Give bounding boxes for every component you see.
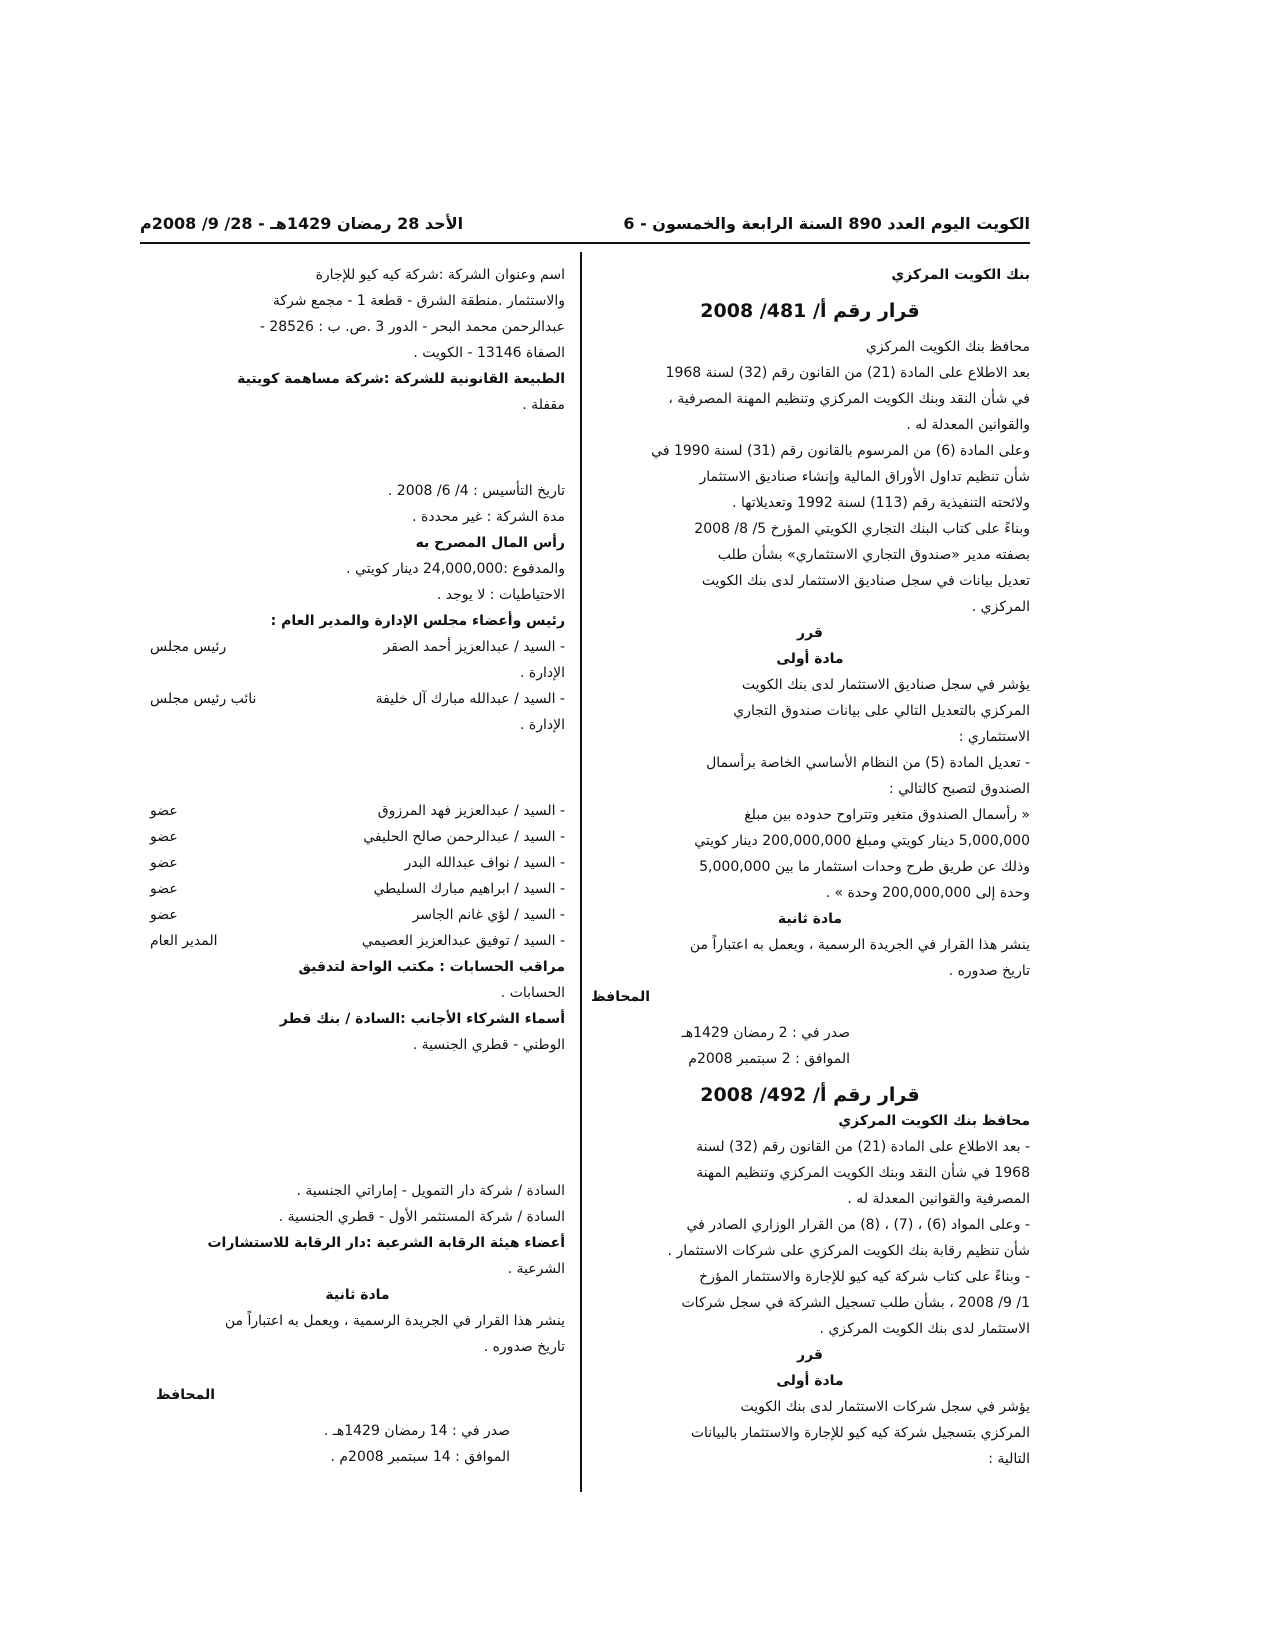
article-line: ينشر هذا القرار في الجريدة الرسمية ، ويعمل به اعتباراً من: [224, 1313, 565, 1329]
foreign-partners-line: الوطني - قطري الجنسية .: [412, 1037, 565, 1053]
preamble-line: 1/ 9/ 2008 ، بشأن طلب تسجيل الشركة في سجل شركات: [681, 1295, 1030, 1311]
article-line: المركزي بتسجيل شركة كيه كيو للإجارة والاستثمار بالبيانات: [690, 1425, 1030, 1441]
member-name: - السيد / نواف عبدالله البدر: [404, 855, 565, 871]
article-line: 5,000,000 دينار كويتي ومبلغ 200,000,000 دينار كويتي: [694, 833, 1030, 849]
legal-nature: [150, 366, 565, 418]
chairman-row: [150, 634, 565, 660]
article-2-heading: مادة ثانية: [325, 1287, 390, 1303]
article-line: « رأسمال الصندوق متغير وتتراوح حدوده بين مبلغ: [744, 807, 1030, 823]
article-2-text: [150, 1308, 565, 1360]
preamble-line: بعد الاطلاع على المادة (21) من القانون رقم (32) لسنة 1968: [665, 365, 1030, 381]
decided-heading: قرر: [797, 1347, 823, 1363]
governor-signature: المحافظ: [591, 989, 650, 1005]
vice-chairman-role-cont: الإدارة .: [520, 717, 565, 733]
board-member-row: [150, 928, 565, 954]
sharia-line: الشرعية .: [507, 1261, 565, 1277]
article-line: الاستثماري :: [958, 729, 1030, 745]
issued-date: صدر في : 2 رمضان 1429هـ: [681, 1025, 850, 1041]
decided-heading: قرر: [797, 625, 823, 641]
member-role: عضو: [150, 803, 178, 819]
board-members-list: [150, 798, 565, 954]
decision-481-governor: محافظ بنك الكويت المركزي: [865, 339, 1030, 355]
vice-chairman-role: نائب رئيس مجلس: [150, 691, 257, 707]
preamble-line: والقوانين المعدلة له .: [906, 417, 1030, 433]
governor-signature: المحافظ: [156, 1387, 215, 1403]
article-line: ينشر هذا القرار في الجريدة الرسمية ، ويعمل به اعتباراً من: [689, 937, 1030, 953]
article-1-heading: مادة أولى: [776, 651, 844, 667]
foreign-partners: [150, 1006, 565, 1058]
member-role: المدير العام: [150, 933, 218, 949]
member-role: عضو: [150, 881, 178, 897]
article-line: وحدة إلى 200,000,000 وحدة » .: [825, 885, 1030, 901]
board-member-row: [150, 876, 565, 902]
preamble-line: المصرفية والقوانين المعدلة له .: [847, 1191, 1030, 1207]
decision-492-governor: محافظ بنك الكويت المركزي: [838, 1113, 1030, 1129]
preamble-line: شأن تنظيم رقابة بنك الكويت المركزي على شركات الاستثمار .: [667, 1243, 1030, 1259]
member-name: - السيد / توفيق عبدالعزيز العصيمي: [361, 933, 565, 949]
auditor-line: مراقب الحسابات : مكتب الواحة لتدقيق: [298, 959, 565, 975]
article-2-heading: مادة ثانية: [777, 911, 843, 927]
chairman-role: رئيس مجلس: [150, 639, 227, 655]
vice-chairman-row: [150, 686, 565, 712]
preamble-line: - وعلى المواد (6) ، (7) ، (8) من القرار الوزاري الصادر في: [686, 1217, 1030, 1233]
chairman-role-cont: الإدارة .: [520, 665, 565, 681]
paid-capital: والمدفوع :24,000,000 دينار كويتي .: [346, 561, 565, 577]
board-member-row: [150, 902, 565, 928]
member-name: - السيد / عبدالرحمن صالح الحليفي: [363, 829, 565, 845]
article-line: الصندوق لتصبح كالتالي :: [888, 781, 1030, 797]
member-name: - السيد / عبدالعزيز فهد المرزوق: [377, 803, 565, 819]
preamble-line: شأن تنظيم تداول الأوراق المالية وإنشاء صناديق الاستثمار: [699, 469, 1030, 485]
member-role: عضو: [150, 907, 178, 923]
decision-492-title: قرار رقم أ/ 492/ 2008: [700, 1084, 920, 1106]
article-line: يؤشر في سجل شركات الاستثمار لدى بنك الكويت: [740, 1399, 1030, 1415]
foreign-partners-line: أسماء الشركاء الأجانب :السادة / بنك قطر: [279, 1011, 565, 1027]
company-name-address: [150, 262, 565, 366]
corresponding-date: الموافق : 2 سبتمبر 2008م: [688, 1051, 850, 1067]
header-date: الأحد 28 رمضان 1429هـ - 28/ 9/ 2008م: [140, 214, 464, 233]
article-line: وذلك عن طريق طرح وحدات استثمار ما بين 5,000,000: [699, 859, 1030, 875]
corresponding-date: الموافق : 14 سبتمبر 2008م .: [330, 1449, 510, 1465]
right-column: [590, 262, 1030, 1472]
chairman-name: - السيد / عبدالعزيز أحمد الصقر: [383, 639, 565, 655]
company-line: والاستثمار .منطقة الشرق - قطعة 1 - مجمع شركة: [272, 293, 565, 309]
company-line: الصفاة 13146 - الكويت .: [413, 345, 565, 361]
preamble-line: في شأن النقد وبنك الكويت المركزي وتنظيم المهنة المصرفية ،: [668, 391, 1030, 407]
member-name: - السيد / لؤي غانم الجاسر: [412, 907, 565, 923]
preamble-line: بصفته مدير «صندوق التجاري الاستثماري» بشأن طلب: [717, 547, 1030, 563]
preamble-line: - بعد الاطلاع على المادة (21) من القانون رقم (32) لسنة: [696, 1139, 1030, 1155]
reserves: الاحتياطيات : لا يوجد .: [436, 587, 565, 603]
partner-line: السادة / شركة دار التمويل - إماراتي الجنسية .: [296, 1183, 565, 1199]
board-heading: رئيس وأعضاء مجلس الإدارة والمدير العام :: [270, 613, 565, 629]
auditor: [150, 954, 565, 1006]
preamble-line: 1968 في شأن النقد وبنك الكويت المركزي وتنظيم المهنة: [696, 1165, 1030, 1181]
preamble-line: ولائحته التنفيذية رقم (113) لسنة 1992 وتعديلاتها .: [732, 495, 1030, 511]
decision-481-title: قرار رقم أ/ 481/ 2008: [700, 300, 920, 322]
preamble-line: الاستثمار لدى بنك الكويت المركزي .: [819, 1321, 1030, 1337]
column-divider: [580, 252, 582, 1492]
preamble-line: المركزي .: [971, 599, 1030, 615]
preamble-line: وعلى المادة (6) من المرسوم بالقانون رقم (31) لسنة 1990 في: [651, 443, 1030, 459]
board-member-row: [150, 824, 565, 850]
decision-481-preamble: [590, 360, 1030, 620]
partner-line: السادة / شركة المستثمر الأول - قطري الجنسية .: [278, 1209, 565, 1225]
legal-nature-line: مقفلة .: [522, 397, 565, 413]
board-member-row: [150, 850, 565, 876]
left-column: [150, 262, 565, 1470]
decision-481-article-1: [590, 672, 1030, 906]
bank-title: بنك الكويت المركزي: [891, 267, 1030, 283]
page-header: [140, 212, 1030, 244]
decision-492-preamble: [590, 1134, 1030, 1342]
preamble-line: وبناءً على كتاب البنك التجاري الكويتي المؤرخ 5/ 8/ 2008: [694, 521, 1030, 537]
member-role: عضو: [150, 855, 178, 871]
member-role: عضو: [150, 829, 178, 845]
member-name: - السيد / ابراهيم مبارك السليطي: [373, 881, 565, 897]
decision-481-article-2: [590, 932, 1030, 984]
auditor-line: الحسابات .: [500, 985, 565, 1001]
article-line: التالية :: [988, 1451, 1030, 1467]
article-line: يؤشر في سجل صناديق الاستثمار لدى بنك الكويت: [741, 677, 1030, 693]
article-line: - تعديل المادة (5) من النظام الأساسي الخاصة برأسمال: [706, 755, 1030, 771]
legal-nature-line: الطبيعة القانونية للشركة :شركة مساهمة كويتية: [237, 371, 565, 387]
company-duration: مدة الشركة : غير محددة .: [412, 509, 565, 525]
issued-date: صدر في : 14 رمضان 1429هـ .: [323, 1423, 510, 1439]
article-line: المركزي بالتعديل التالي على بيانات صندوق التجاري: [733, 703, 1030, 719]
article-1-heading: مادة أولى: [776, 1373, 844, 1389]
company-line: عبدالرحمن محمد البحر - الدور 3 .ص. ب : 28526 -: [259, 319, 565, 335]
header-issue-info: الكويت اليوم العدد 890 السنة الرابعة والخمسون - 6: [623, 214, 1030, 233]
authorized-capital: رأس المال المصرح به: [415, 535, 565, 551]
preamble-line: تعديل بيانات في سجل صناديق الاستثمار لدى بنك الكويت: [701, 573, 1030, 589]
vice-chairman-name: - السيد / عبدالله مبارك آل خليفة: [375, 691, 565, 707]
article-line: تاريخ صدوره .: [948, 963, 1030, 979]
decision-492-article-1: [590, 1394, 1030, 1472]
founding-date: تاريخ التأسيس : 4/ 6/ 2008 .: [387, 483, 565, 499]
company-line: اسم وعنوان الشركة :شركة كيه كيو للإجارة: [315, 267, 565, 283]
sharia-line: أعضاء هيئة الرقابة الشرعية :دار الرقابة للاستشارات: [207, 1235, 565, 1251]
article-line: تاريخ صدوره .: [483, 1339, 565, 1355]
board-member-row: [150, 798, 565, 824]
preamble-line: - وبناءً على كتاب شركة كيه كيو للإجارة والاستثمار المؤرخ: [699, 1269, 1030, 1285]
sharia-board: [150, 1230, 565, 1282]
more-partners: [150, 1178, 565, 1230]
